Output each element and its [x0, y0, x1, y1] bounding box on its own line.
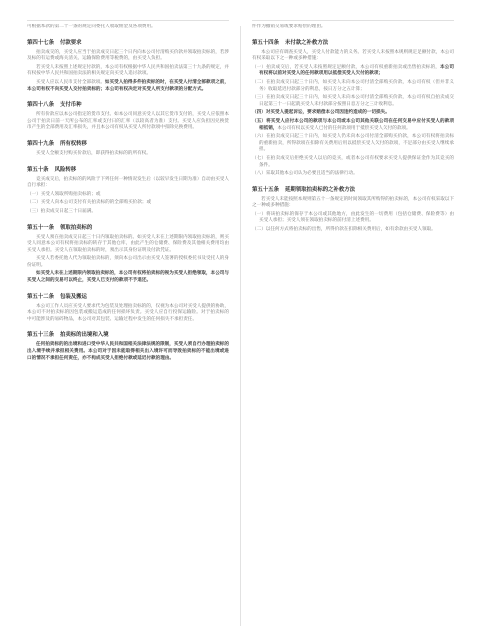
- paragraph: [252, 171, 454, 178]
- bold-text: （四）对买受人提起诉讼，要求赔偿本公司因违约造成的一切损失。: [252, 110, 390, 116]
- paragraph: [252, 110, 454, 117]
- article-heading: [27, 141, 229, 148]
- paragraph: [252, 119, 454, 132]
- right-sections: [252, 40, 454, 234]
- paragraph: [27, 342, 229, 362]
- article-title: 付款要求: [59, 39, 82, 46]
- body-text: 若买受人未按照上述规定付款的，本公司有权根据中华人民共和国拍卖法第三十九条的规定，并有权按中华人民共和国拍卖法的相关规定向买受人追讨款项。: [27, 64, 229, 77]
- right-intro-text: 件作为撤销交易或要求赔偿的理由。: [252, 24, 326, 29]
- paragraph: [27, 235, 229, 255]
- article-section: [252, 40, 454, 178]
- paragraph: [252, 227, 454, 234]
- paragraph: [252, 212, 454, 225]
- article-section: [27, 40, 229, 94]
- left-sections: [27, 40, 229, 363]
- right-column: [252, 24, 454, 604]
- paragraph: [27, 192, 229, 199]
- paragraph: [252, 65, 454, 78]
- paragraph: [27, 151, 229, 158]
- article-number: 第五十五条: [252, 186, 279, 193]
- article-title: 延期领取拍卖标的之补救方法: [284, 186, 356, 193]
- article-number: 第五十三条: [27, 332, 54, 339]
- left-intro-text: 可根据本款的第二十一条的规定向委托人收取佣金及各项费用。: [27, 24, 156, 29]
- body-text: 竞买成交后，拍卖标的的风险于下列任何一种情况发生后（以较早发生日期为准）自动由买受人自行承担：: [27, 176, 229, 189]
- bold-text: 本公司有权将以前对买受人的任何款项用以抵偿买受人欠付的款项；: [259, 64, 454, 77]
- column-divider: [240, 26, 241, 626]
- bold-text: 任何拍卖标的的出境和进口受中华人民共和国相关法律法规的限制，买受人须自行办理拍卖标的出入境手续并承担相关费用。本公司对于因未能取得相关出入境许可而导致拍卖标的不能出境或进口的情况不承担任何责任，亦不构成买受人拒绝付款或延迟付款的理由。: [27, 342, 229, 361]
- article-title: 包装及搬运: [59, 293, 87, 300]
- article-number: 第四十七条: [27, 39, 54, 46]
- article-title: 领取拍卖标的: [59, 224, 93, 231]
- article-title: 所有权转移: [59, 140, 87, 147]
- paragraph: [27, 112, 229, 132]
- article-heading: [27, 167, 229, 174]
- bold-text: 如买受人拍得多件拍卖标的时，在买受人付清全部款项之前，本公司有权不向买受人交付拍卖标的；本公司有权决定对买受人所支付款项的分配方式。: [27, 79, 229, 92]
- paragraph: [27, 65, 229, 78]
- article-section: [252, 187, 454, 234]
- body-text: 若买受人未能按照本规则第五十一条规定的时间领取其所购得的拍卖标的，本公司有权采取以下之一种或多种措施：: [252, 196, 454, 209]
- body-text: （二）在拍卖成交日起三十日内，如买受人未向本公司付清全部购买价款，本公司有权（但并非义务）收取延迟付款部分的利息，按日万分之五计算；: [252, 79, 454, 92]
- paragraph: [252, 80, 454, 93]
- article-heading: [27, 102, 229, 109]
- article-title: 拍卖标的出境和入境: [59, 332, 109, 339]
- article-heading: [252, 187, 454, 194]
- article-title: 支付币种: [59, 102, 82, 109]
- article-number: 第四十八条: [27, 102, 54, 109]
- body-text: （一）将该拍卖标的保存于本公司或其他地方，由此发生的一切费用（包括仓储费、保险费等）由买受人承担；买受人须在领取拍卖标的前付清上述费用。: [252, 211, 454, 224]
- paragraph: [27, 256, 229, 269]
- paragraph: [252, 156, 454, 169]
- paragraph: [252, 197, 454, 210]
- paragraph: [27, 50, 229, 63]
- body-text: （七）在拍卖成交后拒绝买受人以后的竞买，或者本公司有权要求买受人提供保证金作为其竞买的条件。: [252, 155, 454, 168]
- article-heading: [27, 225, 229, 232]
- top-rule-left: [27, 20, 229, 21]
- bold-text: （五）将买受人应付本公司的款项与本公司或本公司其他关联公司在任何交易中应付买受人的款项相抵销，: [252, 118, 454, 131]
- paragraph: [27, 80, 229, 93]
- body-text: （一）拍卖成交后，若买受人未按照规定足额付款，本公司有权重新拍卖或出售拍卖标的，: [252, 64, 440, 70]
- body-text: 买受人应以人民币支付全部款项。: [36, 79, 105, 85]
- article-number: 第五十一条: [27, 224, 54, 231]
- article-heading: [252, 40, 454, 47]
- paragraph: [252, 95, 454, 108]
- article-section: [27, 332, 229, 362]
- article-title: 风险转移: [54, 166, 77, 173]
- bold-text: 如买受人未在上述期限内领取拍卖标的，本公司有权将拍卖标的视为买受人拒绝领取，本公司与买受人之间的交易可以终止，买受人已支付的款项不予退还。: [27, 271, 229, 284]
- article-number: 第四十九条: [27, 140, 54, 147]
- article-number: 第五十条: [27, 166, 49, 173]
- paragraph: [27, 209, 229, 216]
- article-heading: [27, 294, 229, 301]
- article-section: [27, 167, 229, 216]
- body-text: （一）买受人领取所购拍卖标的；或: [27, 191, 101, 197]
- body-text: 本公司工作人员应买受人要求代为包装及处理拍卖标的的，仅视为本公司对买受人提供的协助，本公司不对拍卖标的因包装或搬运造成的任何损坏负责。买受人应自行投保运输险。对于拍卖标的中可能涉及的易碎物品，本公司对其包装、运输过程中发生的任何损失不承担责任。: [27, 303, 229, 322]
- body-text: 本公司有权以买受人已付的任何款项用于抵偿买受人欠付的款项。: [277, 125, 411, 131]
- article-section: [27, 225, 229, 285]
- article-number: 第五十二条: [27, 293, 54, 300]
- left-column: [27, 24, 229, 632]
- paragraph: [27, 177, 229, 190]
- paragraph: [252, 134, 454, 154]
- body-text: 买受人须在拍卖成交日起三十日内领取拍卖标的。如买受人未在上述期限内领取拍卖标的，则买受人同意本公司有权将拍卖标的转存于其他仓库，由此产生的仓储费、保险费及其他相关费用均由买受人承担。买受人在领取拍卖标的时，须出示其身份证明及付款凭证。: [27, 234, 229, 253]
- body-text: 拍卖成交的，买受人应当于拍卖成交日起三个日内向本公司付清购买价款并领取拍卖标的，若涉及标的有运费或海关清关、运输保险费用等税费的，由买受人负担。: [27, 49, 229, 62]
- body-text: 买受人若委托他人代为领取拍卖标的，须向本公司出示由买受人签署的授权委托书及受托人的身份证明。: [27, 256, 229, 268]
- body-text: （八）采取其他本公司认为必要且适当的法律行动。: [252, 171, 358, 177]
- article-section: [27, 102, 229, 132]
- paragraph: [27, 304, 229, 324]
- body-text: 本公司应有调查买受人，买受人付款能力的义务。若买受人未按照本规则规定足额付款，本公司有权采取以下之一种或多种措施：: [252, 49, 454, 62]
- paragraph: [27, 200, 229, 207]
- top-rule-right: [252, 20, 454, 21]
- article-number: 第五十四条: [252, 39, 279, 46]
- body-text: （三）在拍卖成交日起三十日内，如买受人未向本公司付清全部购买价款，本公司有权自拍卖成交日起第三十一日起就买受人未付款部分按照日息万分之三计收利息。: [252, 95, 454, 107]
- body-text: 买受人全额支付购买价款后，即获得拍卖标的的所有权。: [36, 150, 151, 156]
- article-heading: [27, 40, 229, 47]
- paragraph: [252, 50, 454, 63]
- body-text: 所有价款应以本公司指定的货币支付。如本公司同意买受人以其它货币支付的，买受人应依照本公司于拍卖日前一天所公布的汇率或支付日的汇率（以较高者为准）支付。买受人应负担因兑换货币产生的全部费用及汇率损失，并且本公司有权从买受人所付款项中扣除兑换费用。: [27, 112, 229, 131]
- article-title: 未付款之补救方法: [284, 39, 329, 46]
- body-text: （三）拍卖成交日起三十日届满。: [27, 208, 96, 214]
- body-text: （二）买受人向本公司支付有关拍卖标的的全部购买价款；或: [27, 200, 152, 206]
- paragraph: [27, 271, 229, 284]
- body-text: （六）在拍卖成交日起三十日内，如买受人仍未向本公司付清全部购买价款，本公司有权将拍卖标的重新拍卖，所得款项在扣除有关费用后用以抵偿买受人欠付的款项，不足部分由买受人继续承担。: [252, 134, 454, 153]
- article-section: [27, 141, 229, 158]
- body-text: （二）以任何方式将拍卖标的出售，所得价款在扣除相关费用后，如有余款由买受人领取。: [252, 227, 436, 233]
- article-section: [27, 294, 229, 324]
- article-heading: [27, 332, 229, 339]
